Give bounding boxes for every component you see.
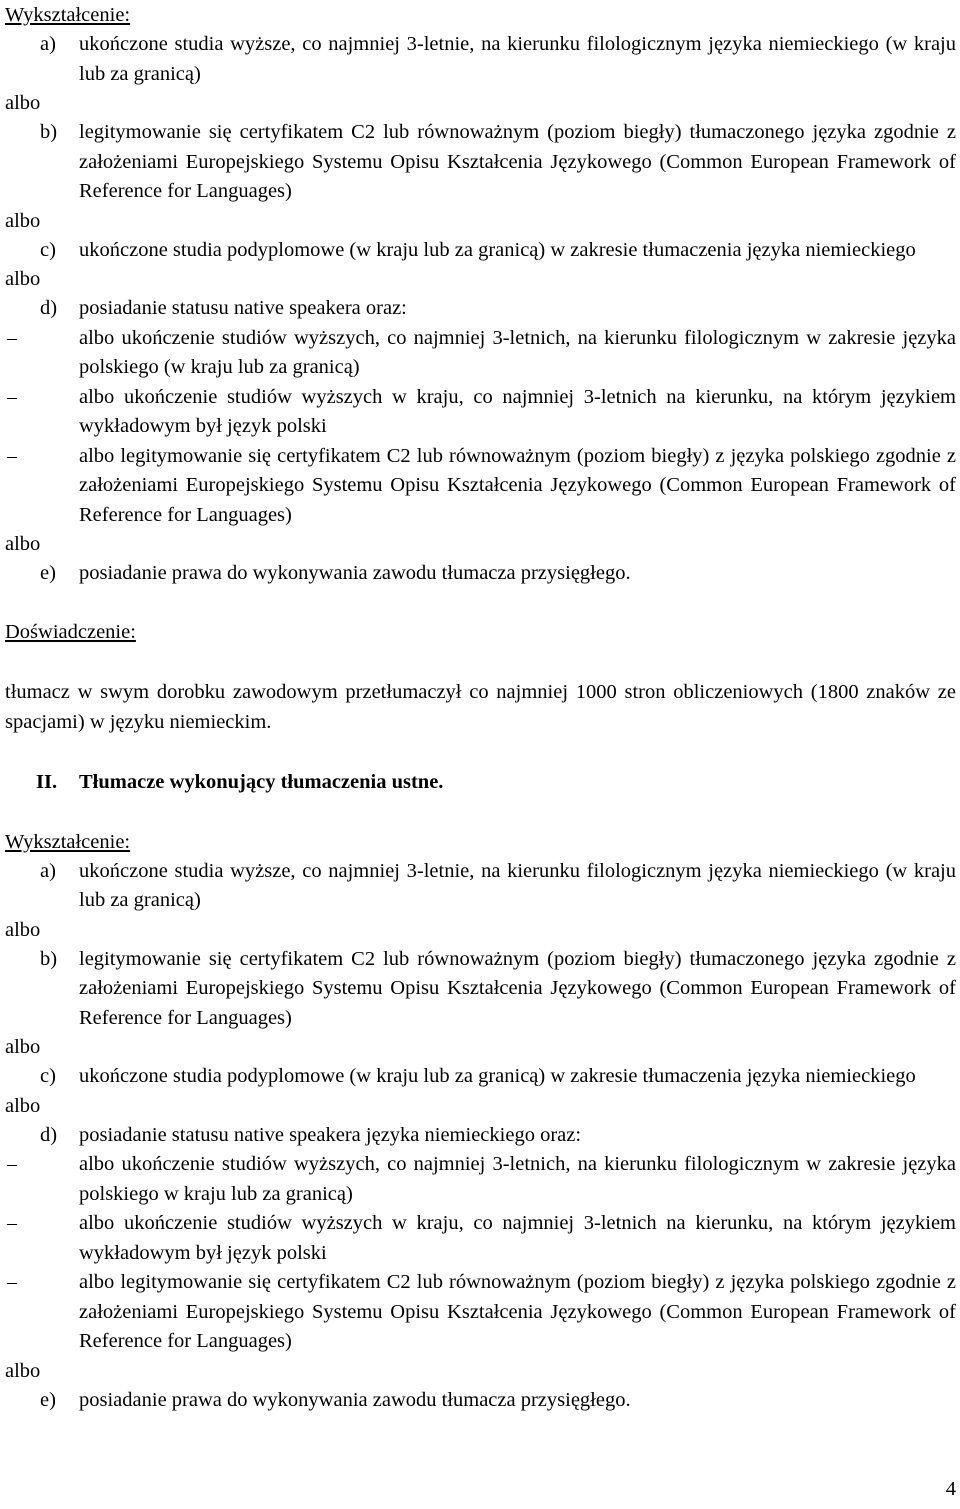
dash-item-text: albo ukończenie studiów wyższych w kraju, co najmniej 3-letnich na kierunku, na którym językiem wykładowym był język polski — [79, 1212, 956, 1264]
item-marker: a) — [40, 859, 56, 882]
albo-separator: albo — [5, 1359, 41, 1382]
requirement-e — [5, 559, 956, 589]
item-marker: d) — [40, 1123, 58, 1146]
item-marker: a) — [40, 33, 56, 55]
item-text: legitymowanie się certyfikatem C2 lub równoważnym (poziom biegły) tłumaczonego języka zgodnie z założeniami Europejskiego Systemu Opisu Kształcenia Językowego (Common European Framework of Reference for Languages) — [79, 947, 956, 1029]
dash-list-item — [5, 442, 956, 531]
dash-bullet: – — [7, 1271, 17, 1293]
requirement-c — [5, 1062, 956, 1092]
dash-item-text: albo legitymowanie się certyfikatem C2 lub równoważnym (poziom biegły) z języka polskiego zgodnie z założeniami Europejskiego Systemu Opisu Kształcenia Językowego (Common European Framework of Reference for Languages) — [79, 444, 956, 526]
requirement-b — [5, 945, 956, 1034]
item-marker: b) — [40, 121, 58, 143]
dash-list-item — [5, 1209, 956, 1268]
document-page — [5, 0, 956, 1415]
dash-bullet: – — [7, 385, 17, 408]
section-number: II. — [36, 770, 58, 793]
experience-paragraph: tłumacz w swym dorobku zawodowym przetłumaczył co najmniej 1000 stron obliczeniowych (1800 znaków ze spacjami) w języku niemieckim. — [5, 680, 956, 733]
requirement-d — [5, 1121, 956, 1151]
albo-separator: albo — [5, 92, 41, 114]
requirement-a — [5, 30, 956, 89]
item-text: ukończone studia wyższe, co najmniej 3-letnie, na kierunku filologicznym języka niemieckiego (w kraju lub za granicą) — [79, 33, 956, 85]
item-marker: e) — [40, 1388, 56, 1411]
requirement-a — [5, 857, 956, 916]
dash-bullet: – — [7, 1153, 17, 1175]
item-text: legitymowanie się certyfikatem C2 lub równoważnym (poziom biegły) tłumaczonego języka zgodnie z założeniami Europejskiego Systemu Opisu Kształcenia Językowego (Common European Framework of Reference for Languages) — [79, 121, 956, 202]
item-text: ukończone studia podyplomowe (w kraju lub za granicą) w zakresie tłumaczenia języka niemieckiego — [79, 1065, 916, 1087]
page-number: 4 — [945, 1478, 956, 1500]
albo-separator: albo — [5, 1036, 41, 1058]
dash-bullet: – — [7, 326, 17, 349]
experience-heading: Doświadczenie: — [5, 620, 136, 643]
requirement-b — [5, 118, 956, 207]
albo-separator: albo — [5, 533, 41, 555]
dash-bullet: – — [7, 1212, 17, 1234]
requirement-c — [5, 236, 956, 266]
dash-bullet: – — [7, 444, 17, 467]
item-marker: b) — [40, 947, 58, 970]
item-marker: c) — [40, 238, 56, 261]
education-heading: Wykształcenie: — [5, 830, 131, 853]
item-marker: e) — [40, 562, 56, 584]
section-title-text: Tłumacze wykonujący tłumaczenia ustne. — [79, 770, 444, 793]
item-marker: c) — [40, 1065, 56, 1087]
dash-list-item — [5, 324, 956, 383]
requirement-e — [5, 1386, 956, 1416]
dash-list-item — [5, 1268, 956, 1357]
dash-list-item — [5, 383, 956, 442]
item-marker: d) — [40, 297, 58, 319]
requirement-d — [5, 294, 956, 324]
section-title — [5, 767, 956, 797]
education-heading: Wykształcenie: — [5, 4, 131, 26]
item-text: posiadanie statusu native speakera języka niemieckiego oraz: — [79, 1123, 582, 1146]
dash-item-text: albo ukończenie studiów wyższych w kraju, co najmniej 3-letnich na kierunku, na którym językiem wykładowym był język polski — [79, 385, 956, 437]
dash-item-text: albo ukończenie studiów wyższych, co najmniej 3-letnich, na kierunku filologicznym w zakresie języka polskiego (w kraju lub za granicą) — [79, 326, 956, 378]
item-text: ukończone studia podyplomowe (w kraju lub za granicą) w zakresie tłumaczenia języka niemieckiego — [79, 238, 916, 261]
item-text: posiadanie prawa do wykonywania zawodu tłumacza przysięgłego. — [79, 562, 631, 584]
albo-separator: albo — [5, 209, 41, 232]
albo-separator: albo — [5, 268, 41, 290]
dash-list-item — [5, 1150, 956, 1209]
item-text: ukończone studia wyższe, co najmniej 3-letnie, na kierunku filologicznym języka niemieckiego (w kraju lub za granicą) — [79, 859, 956, 911]
albo-separator: albo — [5, 918, 41, 941]
dash-item-text: albo ukończenie studiów wyższych, co najmniej 3-letnich, na kierunku filologicznym w zakresie języka polskiego w kraju lub za granicą) — [79, 1153, 956, 1205]
item-text: posiadanie prawa do wykonywania zawodu tłumacza przysięgłego. — [79, 1388, 631, 1411]
item-text: posiadanie statusu native speakera oraz: — [79, 297, 407, 319]
albo-separator: albo — [5, 1094, 41, 1117]
dash-item-text: albo legitymowanie się certyfikatem C2 lub równoważnym (poziom biegły) z języka polskiego zgodnie z założeniami Europejskiego Systemu Opisu Kształcenia Językowego (Common European Framework of Reference for Languages) — [79, 1271, 956, 1352]
